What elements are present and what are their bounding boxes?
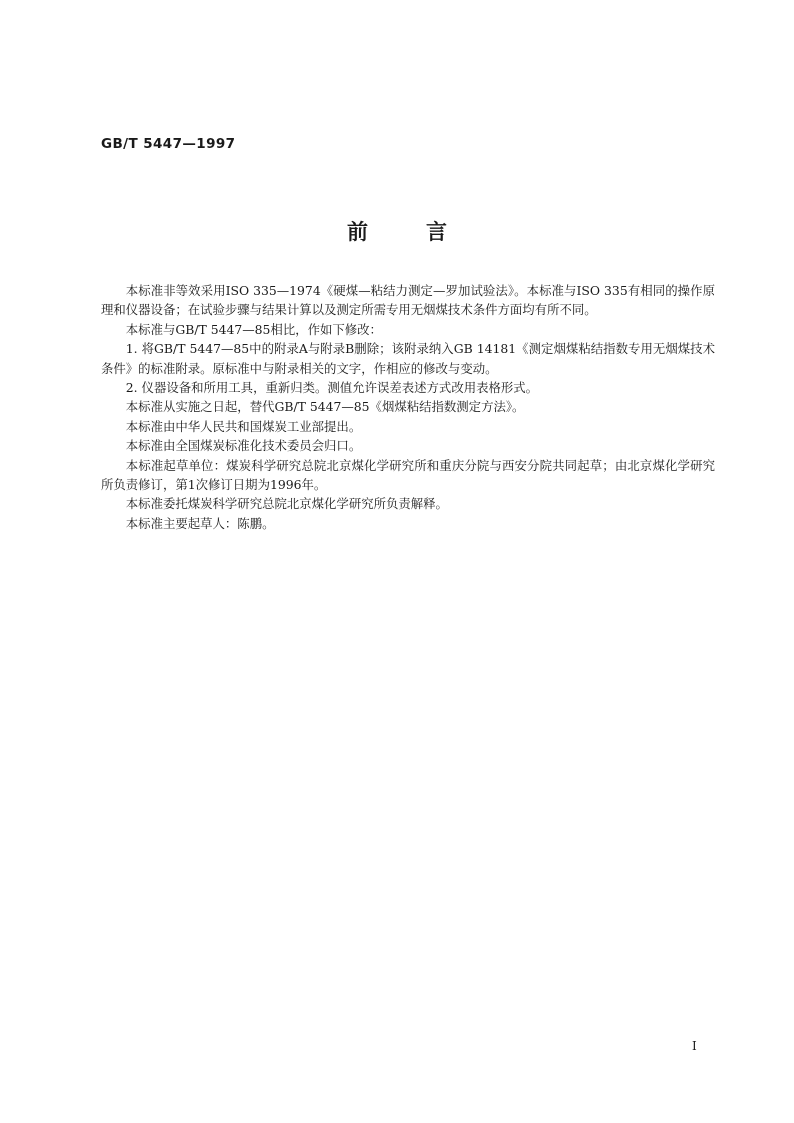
page-title: 前言 xyxy=(347,220,505,244)
paragraph-interpretation: 本标准委托煤炭科学研究总院北京煤化学研究所负责解释。 xyxy=(125,496,448,512)
paragraph-administration: 本标准由全国煤炭标准化技术委员会归口。 xyxy=(125,438,362,454)
paragraph-proposer: 本标准由中华人民共和国煤炭工业部提出。 xyxy=(125,418,362,434)
paragraph-change-2: 2. 仪器设备和所用工具，重新归类。测值允许误差表述方式改用表格形式。 xyxy=(125,380,539,396)
paragraph-drafter: 本标准主要起草人：陈鹏。 xyxy=(125,515,275,531)
paragraph-change-1: 1. 将GB/T 5447—85中的附录A与附录B删除；该附录纳入GB 14181《测定烟煤粘结指数专用无烟煤技术条件》的标准附录。原标准中与附录相关的文字，作相应的修改与变动。 xyxy=(101,341,715,376)
standard-code: GB/T 5447—1997 xyxy=(101,136,236,152)
paragraph-replacement: 本标准从实施之日起，替代GB/T 5447—85《烟煤粘结指数测定方法》。 xyxy=(125,399,525,415)
page-number: I xyxy=(692,1039,697,1053)
paragraph-drafting-unit: 本标准起草单位：煤炭科学研究总院北京煤化学研究所和重庆分院与西安分院共同起草；由北京煤化学研究所负责修订，第1次修订日期为1996年。 xyxy=(101,457,715,493)
foreword-body xyxy=(101,281,715,533)
paragraph-comparison: 本标准与GB/T 5447—85相比，作如下修改： xyxy=(125,321,382,337)
paragraph-adoption: 本标准非等效采用ISO 335—1974《硬煤—粘结力测定—罗加试验法》。本标准与ISO 335有相同的操作原理和仪器设备；在试验步骤与结果计算以及测定所需专用无烟煤技术条件方面均有所不同。 xyxy=(101,283,715,318)
